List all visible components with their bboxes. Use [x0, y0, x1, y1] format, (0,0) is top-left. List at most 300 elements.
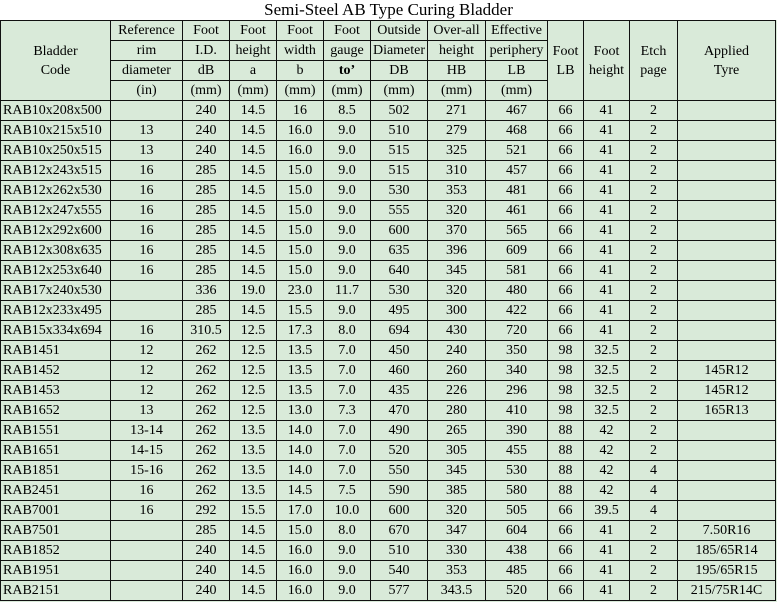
cell-etch-page: 2 [630, 201, 678, 221]
cell-foot-id: 240 [183, 141, 230, 161]
cell-foot-id: 292 [183, 501, 230, 521]
cell-reference-rim-diameter [111, 281, 183, 301]
cell-overall-height: 300 [428, 301, 486, 321]
cell-applied-tyre [678, 181, 776, 201]
header-foot-height-a-4: (mm) [230, 81, 277, 101]
cell-bladder-code: RAB12x247x555 [1, 201, 111, 221]
cell-foot-height: 41 [584, 261, 630, 281]
cell-applied-tyre [678, 281, 776, 301]
cell-foot-gauge: 9.0 [324, 561, 371, 581]
cell-applied-tyre [678, 461, 776, 481]
cell-outside-diameter: 520 [371, 441, 428, 461]
cell-foot-id: 310.5 [183, 321, 230, 341]
header-effective-periphery-1: Effective [486, 21, 548, 41]
cell-applied-tyre: 7.50R16 [678, 521, 776, 541]
cell-foot-gauge: 7.3 [324, 401, 371, 421]
cell-foot-height-a: 13.5 [230, 481, 277, 501]
cell-foot-gauge: 9.0 [324, 301, 371, 321]
cell-foot-gauge: 9.0 [324, 261, 371, 281]
cell-reference-rim-diameter [111, 301, 183, 321]
cell-foot-height: 41 [584, 221, 630, 241]
table-row [1, 401, 776, 421]
cell-applied-tyre [678, 301, 776, 321]
cell-outside-diameter: 600 [371, 501, 428, 521]
cell-reference-rim-diameter [111, 541, 183, 561]
header-line: height [589, 62, 624, 78]
cell-foot-gauge: 7.0 [324, 461, 371, 481]
cell-foot-id: 262 [183, 381, 230, 401]
cell-foot-height-a: 13.5 [230, 421, 277, 441]
cell-effective-periphery: 505 [486, 501, 548, 521]
cell-reference-rim-diameter [111, 101, 183, 121]
cell-applied-tyre [678, 501, 776, 521]
header-line: Applied [703, 43, 750, 59]
cell-foot-width: 15.0 [277, 261, 324, 281]
cell-foot-height-a: 14.5 [230, 541, 277, 561]
cell-foot-height-a: 14.5 [230, 221, 277, 241]
table-row [1, 481, 776, 501]
cell-overall-height: 320 [428, 201, 486, 221]
cell-bladder-code: RAB1451 [1, 341, 111, 361]
cell-foot-id: 240 [183, 121, 230, 141]
cell-foot-height-a: 14.5 [230, 121, 277, 141]
cell-foot-gauge: 10.0 [324, 501, 371, 521]
cell-etch-page: 2 [630, 341, 678, 361]
table-body [1, 101, 776, 601]
table-row [1, 241, 776, 261]
cell-reference-rim-diameter: 16 [111, 261, 183, 281]
cell-foot-width: 17.3 [277, 321, 324, 341]
header-foot-width-2: width [277, 41, 324, 61]
table-row [1, 301, 776, 321]
cell-foot-gauge: 9.0 [324, 581, 371, 601]
cell-foot-lb: 66 [548, 261, 584, 281]
cell-outside-diameter: 577 [371, 581, 428, 601]
cell-foot-width: 15.0 [277, 241, 324, 261]
cell-overall-height: 343.5 [428, 581, 486, 601]
cell-foot-gauge: 7.0 [324, 441, 371, 461]
cell-foot-height-a: 12.5 [230, 381, 277, 401]
cell-foot-width: 16.0 [277, 541, 324, 561]
header-overall-height-3: HB [428, 61, 486, 81]
cell-overall-height: 279 [428, 121, 486, 141]
cell-overall-height: 320 [428, 281, 486, 301]
header-foot-height [584, 21, 630, 101]
cell-foot-gauge: 9.0 [324, 541, 371, 561]
cell-foot-id: 285 [183, 301, 230, 321]
header-line: Foot [552, 43, 579, 59]
cell-outside-diameter: 450 [371, 341, 428, 361]
cell-foot-id: 262 [183, 441, 230, 461]
cell-overall-height: 430 [428, 321, 486, 341]
cell-outside-diameter: 515 [371, 141, 428, 161]
cell-effective-periphery: 455 [486, 441, 548, 461]
cell-applied-tyre [678, 141, 776, 161]
cell-outside-diameter: 435 [371, 381, 428, 401]
header-foot-height-a-1: Foot [230, 21, 277, 41]
cell-etch-page: 2 [630, 121, 678, 141]
header-foot-gauge-4: (mm) [324, 81, 371, 101]
cell-foot-lb: 66 [548, 521, 584, 541]
cell-bladder-code: RAB7001 [1, 501, 111, 521]
cell-outside-diameter: 694 [371, 321, 428, 341]
header-line: page [640, 62, 667, 78]
cell-foot-width: 14.0 [277, 461, 324, 481]
cell-outside-diameter: 530 [371, 181, 428, 201]
cell-foot-lb: 88 [548, 441, 584, 461]
cell-applied-tyre [678, 341, 776, 361]
cell-applied-tyre [678, 161, 776, 181]
cell-outside-diameter: 470 [371, 401, 428, 421]
table-row [1, 521, 776, 541]
cell-effective-periphery: 609 [486, 241, 548, 261]
cell-bladder-code: RAB2151 [1, 581, 111, 601]
cell-applied-tyre [678, 201, 776, 221]
cell-foot-height-a: 12.5 [230, 361, 277, 381]
cell-effective-periphery: 461 [486, 201, 548, 221]
header-ref-2: rim [111, 41, 183, 61]
table-row [1, 121, 776, 141]
cell-reference-rim-diameter: 13 [111, 141, 183, 161]
cell-foot-id: 336 [183, 281, 230, 301]
header-foot-id-3: dB [183, 61, 230, 81]
cell-foot-height-a: 13.5 [230, 441, 277, 461]
cell-etch-page: 2 [630, 321, 678, 341]
cell-foot-height-a: 13.5 [230, 461, 277, 481]
header-bladder-code [1, 21, 111, 101]
cell-foot-height-a: 14.5 [230, 561, 277, 581]
cell-etch-page: 2 [630, 141, 678, 161]
cell-foot-height: 41 [584, 581, 630, 601]
cell-outside-diameter: 635 [371, 241, 428, 261]
cell-etch-page: 2 [630, 241, 678, 261]
cell-overall-height: 240 [428, 341, 486, 361]
cell-effective-periphery: 581 [486, 261, 548, 281]
cell-foot-height-a: 14.5 [230, 101, 277, 121]
cell-foot-gauge: 7.5 [324, 481, 371, 501]
cell-outside-diameter: 490 [371, 421, 428, 441]
cell-outside-diameter: 670 [371, 521, 428, 541]
cell-overall-height: 325 [428, 141, 486, 161]
cell-foot-gauge: 7.0 [324, 421, 371, 441]
cell-foot-height: 42 [584, 421, 630, 441]
cell-overall-height: 260 [428, 361, 486, 381]
cell-foot-width: 14.0 [277, 441, 324, 461]
cell-reference-rim-diameter: 16 [111, 221, 183, 241]
cell-foot-height: 42 [584, 461, 630, 481]
cell-overall-height: 320 [428, 501, 486, 521]
cell-foot-gauge: 11.7 [324, 281, 371, 301]
cell-etch-page: 2 [630, 261, 678, 281]
cell-outside-diameter: 540 [371, 561, 428, 581]
cell-outside-diameter: 510 [371, 121, 428, 141]
table-row [1, 201, 776, 221]
cell-bladder-code: RAB10x250x515 [1, 141, 111, 161]
header-ref-3: diameter [111, 61, 183, 81]
cell-bladder-code: RAB1851 [1, 461, 111, 481]
cell-overall-height: 265 [428, 421, 486, 441]
cell-bladder-code: RAB12x233x495 [1, 301, 111, 321]
cell-overall-height: 305 [428, 441, 486, 461]
cell-foot-height: 41 [584, 141, 630, 161]
cell-etch-page: 2 [630, 521, 678, 541]
cell-foot-height: 32.5 [584, 401, 630, 421]
cell-reference-rim-diameter: 13 [111, 401, 183, 421]
cell-foot-width: 13.0 [277, 401, 324, 421]
header-foot-id-2: I.D. [183, 41, 230, 61]
cell-outside-diameter: 460 [371, 361, 428, 381]
cell-effective-periphery: 296 [486, 381, 548, 401]
cell-applied-tyre: 215/75R14C [678, 581, 776, 601]
cell-overall-height: 353 [428, 181, 486, 201]
cell-overall-height: 385 [428, 481, 486, 501]
cell-reference-rim-diameter [111, 521, 183, 541]
cell-foot-height: 41 [584, 101, 630, 121]
cell-foot-width: 16.0 [277, 561, 324, 581]
cell-foot-width: 14.0 [277, 421, 324, 441]
cell-foot-height-a: 15.5 [230, 501, 277, 521]
cell-foot-height-a: 19.0 [230, 281, 277, 301]
cell-foot-lb: 66 [548, 281, 584, 301]
table-row [1, 381, 776, 401]
cell-foot-gauge: 9.0 [324, 141, 371, 161]
cell-bladder-code: RAB10x208x500 [1, 101, 111, 121]
header-ref-4: (in) [111, 81, 183, 101]
cell-foot-height-a: 12.5 [230, 341, 277, 361]
cell-foot-gauge: 8.0 [324, 321, 371, 341]
cell-reference-rim-diameter: 16 [111, 481, 183, 501]
table-header [1, 21, 776, 101]
cell-foot-lb: 88 [548, 421, 584, 441]
cell-foot-width: 16.0 [277, 581, 324, 601]
header-line: Foot [593, 43, 620, 59]
cell-foot-gauge: 9.0 [324, 161, 371, 181]
cell-reference-rim-diameter: 16 [111, 201, 183, 221]
cell-foot-id: 285 [183, 201, 230, 221]
header-effective-periphery-3: LB [486, 61, 548, 81]
table-row [1, 421, 776, 441]
cell-overall-height: 396 [428, 241, 486, 261]
cell-foot-width: 13.5 [277, 341, 324, 361]
table-row [1, 141, 776, 161]
cell-foot-lb: 66 [548, 581, 584, 601]
cell-foot-height: 41 [584, 201, 630, 221]
cell-foot-height: 39.5 [584, 501, 630, 521]
header-effective-periphery-4: (mm) [486, 81, 548, 101]
cell-reference-rim-diameter: 16 [111, 181, 183, 201]
cell-applied-tyre: 185/65R14 [678, 541, 776, 561]
cell-foot-height-a: 12.5 [230, 321, 277, 341]
cell-overall-height: 345 [428, 461, 486, 481]
cell-foot-lb: 66 [548, 501, 584, 521]
cell-foot-height-a: 14.5 [230, 581, 277, 601]
cell-foot-lb: 66 [548, 141, 584, 161]
cell-applied-tyre [678, 221, 776, 241]
cell-reference-rim-diameter: 16 [111, 241, 183, 261]
cell-foot-gauge: 9.0 [324, 241, 371, 261]
cell-bladder-code: RAB1551 [1, 421, 111, 441]
cell-foot-gauge: 9.0 [324, 201, 371, 221]
cell-overall-height: 353 [428, 561, 486, 581]
cell-etch-page: 2 [630, 561, 678, 581]
cell-foot-id: 262 [183, 401, 230, 421]
cell-foot-width: 16.0 [277, 121, 324, 141]
cell-foot-id: 285 [183, 521, 230, 541]
table-row [1, 361, 776, 381]
cell-effective-periphery: 520 [486, 581, 548, 601]
cell-foot-lb: 66 [548, 301, 584, 321]
cell-etch-page: 2 [630, 441, 678, 461]
cell-bladder-code: RAB1951 [1, 561, 111, 581]
cell-bladder-code: RAB17x240x530 [1, 281, 111, 301]
cell-effective-periphery: 565 [486, 221, 548, 241]
cell-foot-lb: 88 [548, 461, 584, 481]
cell-effective-periphery: 468 [486, 121, 548, 141]
cell-foot-height-a: 14.5 [230, 201, 277, 221]
cell-foot-height: 32.5 [584, 381, 630, 401]
cell-foot-gauge: 9.0 [324, 181, 371, 201]
cell-foot-lb: 66 [548, 561, 584, 581]
cell-outside-diameter: 502 [371, 101, 428, 121]
cell-bladder-code: RAB10x215x510 [1, 121, 111, 141]
cell-overall-height: 347 [428, 521, 486, 541]
header-etch-page [630, 21, 678, 101]
cell-outside-diameter: 640 [371, 261, 428, 281]
cell-effective-periphery: 457 [486, 161, 548, 181]
cell-etch-page: 4 [630, 481, 678, 501]
cell-foot-width: 13.5 [277, 361, 324, 381]
cell-bladder-code: RAB2451 [1, 481, 111, 501]
cell-overall-height: 310 [428, 161, 486, 181]
cell-reference-rim-diameter [111, 581, 183, 601]
cell-foot-width: 16 [277, 101, 324, 121]
cell-foot-height-a: 12.5 [230, 401, 277, 421]
cell-etch-page: 2 [630, 581, 678, 601]
cell-etch-page: 2 [630, 301, 678, 321]
cell-foot-height: 41 [584, 181, 630, 201]
cell-effective-periphery: 481 [486, 181, 548, 201]
cell-etch-page: 2 [630, 221, 678, 241]
cell-bladder-code: RAB12x243x515 [1, 161, 111, 181]
cell-foot-gauge: 7.0 [324, 361, 371, 381]
cell-foot-height-a: 14.5 [230, 521, 277, 541]
cell-applied-tyre [678, 321, 776, 341]
cell-foot-id: 285 [183, 181, 230, 201]
cell-foot-lb: 98 [548, 401, 584, 421]
header-line: Tyre [713, 62, 740, 78]
cell-applied-tyre: 195/65R15 [678, 561, 776, 581]
cell-foot-lb: 66 [548, 161, 584, 181]
cell-foot-height-a: 14.5 [230, 241, 277, 261]
cell-applied-tyre [678, 121, 776, 141]
header-overall-height-4: (mm) [428, 81, 486, 101]
cell-foot-id: 262 [183, 461, 230, 481]
cell-bladder-code: RAB1651 [1, 441, 111, 461]
header-ref-1: Reference [111, 21, 183, 41]
table-row [1, 101, 776, 121]
table-row [1, 221, 776, 241]
cell-foot-id: 285 [183, 261, 230, 281]
cell-bladder-code: RAB1452 [1, 361, 111, 381]
cell-effective-periphery: 438 [486, 541, 548, 561]
cell-applied-tyre [678, 441, 776, 461]
header-foot-gauge-3: to’ [324, 61, 371, 81]
cell-foot-height-a: 14.5 [230, 181, 277, 201]
cell-effective-periphery: 530 [486, 461, 548, 481]
table-row [1, 441, 776, 461]
header-foot-width-3: b [277, 61, 324, 81]
cell-etch-page: 4 [630, 461, 678, 481]
cell-etch-page: 2 [630, 281, 678, 301]
header-line: LB [556, 62, 575, 78]
cell-outside-diameter: 555 [371, 201, 428, 221]
cell-etch-page: 2 [630, 541, 678, 561]
cell-etch-page: 2 [630, 381, 678, 401]
cell-etch-page: 2 [630, 361, 678, 381]
cell-applied-tyre [678, 101, 776, 121]
cell-effective-periphery: 467 [486, 101, 548, 121]
cell-reference-rim-diameter: 15-16 [111, 461, 183, 481]
cell-foot-width: 15.0 [277, 181, 324, 201]
cell-effective-periphery: 340 [486, 361, 548, 381]
cell-overall-height: 345 [428, 261, 486, 281]
cell-foot-lb: 66 [548, 101, 584, 121]
cell-reference-rim-diameter: 13-14 [111, 421, 183, 441]
table-row [1, 261, 776, 281]
table-row [1, 161, 776, 181]
cell-overall-height: 370 [428, 221, 486, 241]
cell-foot-id: 240 [183, 541, 230, 561]
cell-foot-width: 16.0 [277, 141, 324, 161]
header-foot-lb [548, 21, 584, 101]
cell-foot-id: 262 [183, 421, 230, 441]
table-row [1, 281, 776, 301]
cell-foot-height: 41 [584, 161, 630, 181]
header-overall-height-2: height [428, 41, 486, 61]
table-row [1, 501, 776, 521]
cell-outside-diameter: 600 [371, 221, 428, 241]
header-foot-width-4: (mm) [277, 81, 324, 101]
cell-foot-id: 285 [183, 241, 230, 261]
cell-reference-rim-diameter: 16 [111, 501, 183, 521]
cell-reference-rim-diameter: 13 [111, 121, 183, 141]
cell-applied-tyre [678, 261, 776, 281]
cell-effective-periphery: 720 [486, 321, 548, 341]
cell-foot-height-a: 14.5 [230, 161, 277, 181]
cell-effective-periphery: 580 [486, 481, 548, 501]
cell-foot-height: 42 [584, 441, 630, 461]
header-line: Bladder [33, 43, 78, 59]
cell-etch-page: 2 [630, 161, 678, 181]
header-foot-height-a-3: a [230, 61, 277, 81]
cell-foot-gauge: 8.5 [324, 101, 371, 121]
cell-foot-width: 15.5 [277, 301, 324, 321]
header-outside-diameter-3: DB [371, 61, 428, 81]
cell-etch-page: 2 [630, 401, 678, 421]
cell-effective-periphery: 604 [486, 521, 548, 541]
cell-bladder-code: RAB12x308x635 [1, 241, 111, 261]
cell-etch-page: 2 [630, 421, 678, 441]
cell-foot-width: 23.0 [277, 281, 324, 301]
cell-bladder-code: RAB12x262x530 [1, 181, 111, 201]
cell-outside-diameter: 530 [371, 281, 428, 301]
table-row [1, 461, 776, 481]
header-line: Etch [640, 43, 667, 59]
cell-foot-lb: 88 [548, 481, 584, 501]
cell-foot-height: 32.5 [584, 341, 630, 361]
header-applied-tyre [678, 21, 776, 101]
cell-foot-width: 17.0 [277, 501, 324, 521]
